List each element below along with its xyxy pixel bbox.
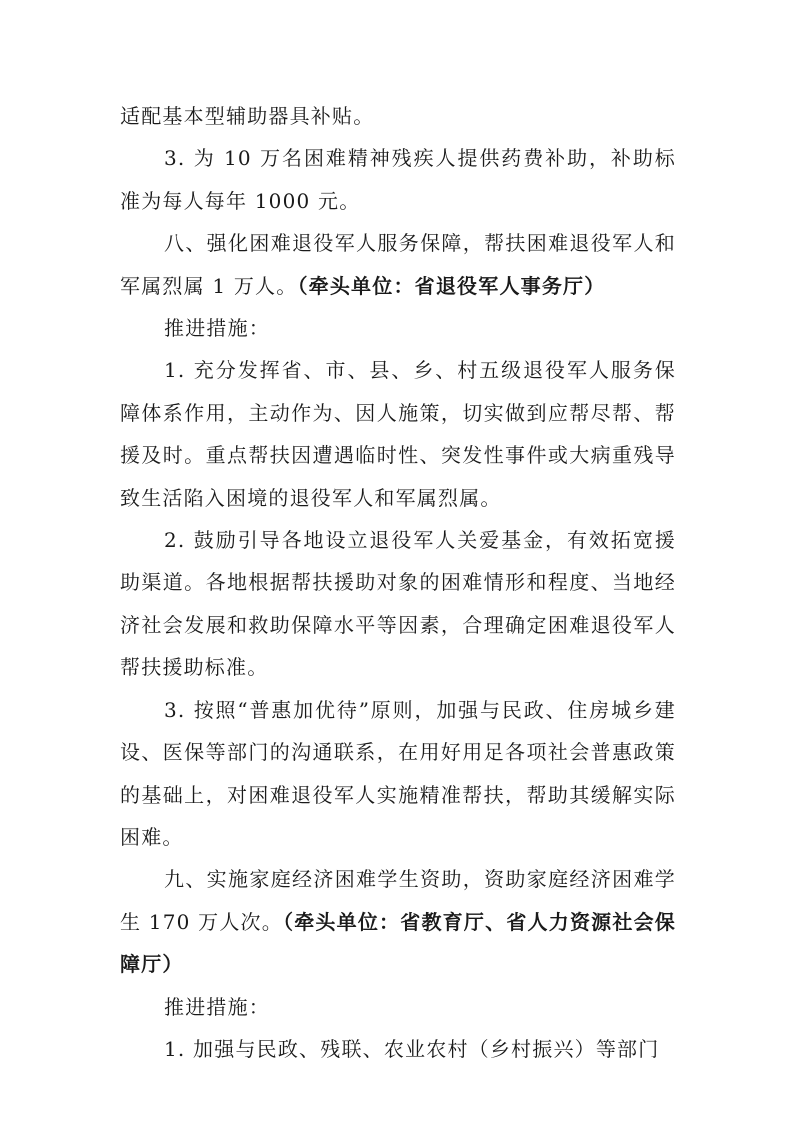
measures-heading: 推进措施： xyxy=(164,316,270,341)
lead-unit: （牵头单位：省退役军人事务厅） xyxy=(297,273,606,298)
paragraph: 3. 为 10 万名困难精神残疾人提供药费补助，补助标准为每人每年 1000 元。 xyxy=(120,146,676,213)
measures-heading: 推进措施： xyxy=(164,994,270,1019)
paragraph: 1. 加强与民政、残联、农业农村（乡村振兴）等部门 xyxy=(164,1036,660,1061)
paragraph: 1. 充分发挥省、市、县、乡、村五级退役军人服务保障体系作用，主动作为、因人施策，切实做到应帮尽帮、帮援及时。重点帮扶因遭遇临时性、突发性事件或大病重残导致生活陷入困境的退役军人和军属烈属。 xyxy=(120,358,676,510)
document-body xyxy=(120,95,676,1070)
paragraph: 适配基本型辅助器具补贴。 xyxy=(120,104,375,128)
lead-unit: （牵头单位：省教育厅、省人力资源社会保障厅） xyxy=(120,909,676,977)
paragraph: 2. 鼓励引导各地设立退役军人关爱基金，有效拓宽援助渠道。各地根据帮扶援助对象的困难情形和程度、当地经济社会发展和救助保障水平等因素，合理确定困难退役军人帮扶援助标准。 xyxy=(120,528,676,680)
section-heading: 八、强化困难退役军人服务保障，帮扶困难退役军人和军属烈属 1 万人。（牵头单位：省退役军人事务厅） xyxy=(120,231,676,298)
section-heading: 九、实施家庭经济困难学生资助，资助家庭经济困难学生 170 万人次。（牵头单位：省教育厅、省人力资源社会保障厅） xyxy=(120,867,676,977)
paragraph: 3. 按照“普惠加优待”原则，加强与民政、住房城乡建设、医保等部门的沟通联系，在用好用足各项社会普惠政策的基础上，对困难退役军人实施精准帮扶，帮助其缓解实际困难。 xyxy=(120,697,676,849)
